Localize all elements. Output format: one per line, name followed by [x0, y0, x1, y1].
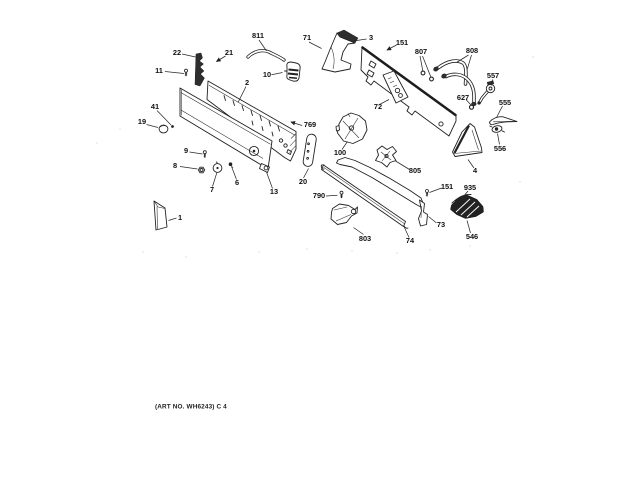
callout-151-bottom: 151 [440, 182, 454, 191]
callout-74: 74 [405, 236, 415, 245]
part-805-bracket [376, 146, 397, 167]
callout-4: 4 [472, 166, 478, 175]
part-19-knob [159, 125, 168, 133]
part-807-nuts [421, 71, 433, 81]
callout-7: 7 [209, 185, 215, 194]
part-808-hoses [433, 61, 476, 106]
callout-546: 546 [465, 232, 479, 241]
part-627-clamp [470, 105, 474, 109]
callout-555: 555 [498, 98, 512, 107]
callout-151-top: 151 [395, 38, 409, 47]
part-100-housing [336, 113, 367, 144]
callout-811: 811 [252, 31, 264, 40]
callout-1: 1 [177, 213, 183, 222]
callout-805: 805 [408, 166, 422, 175]
part-72-rear-panel [361, 47, 456, 136]
callout-2: 2 [244, 78, 250, 87]
callout-13: 13 [269, 187, 279, 196]
part-41-screw [171, 125, 174, 128]
callout-21: 21 [224, 48, 234, 57]
callout-935: 935 [463, 183, 477, 192]
part-8-nut [198, 167, 204, 173]
callout-807: 807 [414, 47, 428, 56]
callout-11: 11 [155, 66, 163, 75]
callout-71: 71 [302, 33, 312, 42]
callout-627: 627 [456, 93, 470, 102]
part-71-rear-support-left [322, 30, 358, 72]
callout-9: 9 [183, 146, 189, 155]
callout-41: 41 [150, 102, 160, 111]
part-9-screw [203, 151, 206, 158]
part-811-hose [248, 51, 284, 60]
callout-808: 808 [465, 46, 479, 55]
callout-803: 803 [358, 234, 372, 243]
callout-20: 20 [298, 177, 308, 186]
part-151-screw [426, 190, 429, 197]
part-557-valve [477, 81, 494, 105]
part-803-bracket [331, 204, 358, 225]
callout-73: 73 [436, 220, 446, 229]
callout-3: 3 [368, 33, 374, 42]
callout-10: 10 [262, 70, 272, 79]
part-20-end-cap [302, 133, 316, 167]
part-10-inlet [285, 62, 301, 81]
callout-557: 557 [486, 71, 500, 80]
callout-790: 790 [312, 191, 326, 200]
part-1-minimanual [154, 201, 167, 230]
part-556-connector [490, 125, 505, 133]
callout-556: 556 [493, 144, 507, 153]
part-11-screw [185, 69, 188, 76]
part-790-screw [340, 191, 343, 198]
part-22-end-trim [195, 53, 205, 86]
art-number-note: (ART NO. WH6243) C 4 [155, 403, 227, 411]
callout-19: 19 [137, 117, 147, 126]
callout-769: 769 [303, 120, 317, 129]
callout-8: 8 [172, 161, 178, 170]
part-546-corner-bracket [451, 194, 484, 218]
part-6-screw [229, 162, 233, 168]
part-4-rear-support-right [453, 124, 483, 157]
part-555-rod [490, 117, 518, 125]
callout-72: 72 [373, 102, 383, 111]
part-7-indicator [213, 162, 222, 173]
callout-22: 22 [172, 48, 182, 57]
callout-100: 100 [333, 148, 347, 157]
callout-6: 6 [234, 178, 240, 187]
